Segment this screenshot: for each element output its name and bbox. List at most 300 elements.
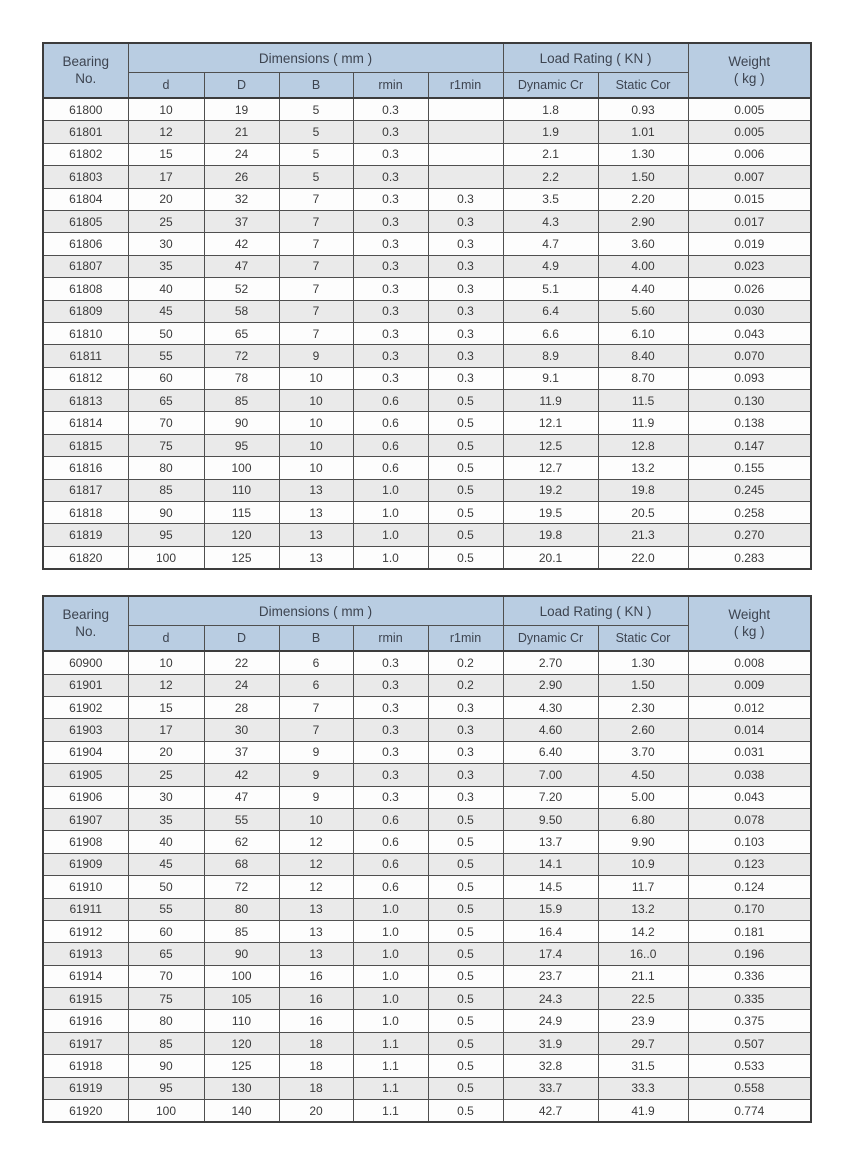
table-row	[43, 233, 811, 255]
table-cell: 0.5	[428, 434, 503, 456]
bearing-no-cell: 61905	[43, 764, 128, 786]
table-cell: 1.0	[353, 920, 428, 942]
table-cell: 13	[279, 502, 353, 524]
table-cell: 21.3	[598, 524, 688, 546]
table-cell: 0.008	[688, 651, 811, 674]
table-cell: 1.50	[598, 674, 688, 696]
table-cell: 5	[279, 98, 353, 121]
table-row	[43, 300, 811, 322]
table-cell: 1.0	[353, 546, 428, 569]
table-cell: 0.007	[688, 166, 811, 188]
table-cell: 0.138	[688, 412, 811, 434]
table-cell: 29.7	[598, 1032, 688, 1054]
table-cell: 0.6	[353, 412, 428, 434]
table-cell: 2.30	[598, 696, 688, 718]
table-header	[43, 43, 811, 98]
table-cell: 1.30	[598, 651, 688, 674]
table-cell: 4.7	[503, 233, 598, 255]
table-cell: 0.012	[688, 696, 811, 718]
table-row	[43, 719, 811, 741]
table-cell: 0.507	[688, 1032, 811, 1054]
table-cell: 10	[279, 390, 353, 412]
header-weight	[688, 596, 811, 651]
bearing-no-cell: 61919	[43, 1077, 128, 1099]
table-cell: 0.336	[688, 965, 811, 987]
table-row	[43, 546, 811, 569]
table-cell: 0.375	[688, 1010, 811, 1032]
table-cell: 22.0	[598, 546, 688, 569]
table-cell: 1.0	[353, 898, 428, 920]
table-cell: 0.155	[688, 457, 811, 479]
table-cell: 20.5	[598, 502, 688, 524]
table-cell: 0.3	[353, 166, 428, 188]
table-cell: 12.1	[503, 412, 598, 434]
bearing-no-cell: 61819	[43, 524, 128, 546]
table-row	[43, 943, 811, 965]
table-cell: 85	[128, 1032, 204, 1054]
table-cell: 0.3	[353, 786, 428, 808]
table-cell: 0.017	[688, 210, 811, 232]
table-cell	[428, 98, 503, 121]
table-cell: 0.005	[688, 121, 811, 143]
header-col-dynamic-cr: Dynamic Cr	[503, 626, 598, 652]
table-cell: 4.00	[598, 255, 688, 277]
bearing-no-cell: 61917	[43, 1032, 128, 1054]
table-cell: 10	[279, 434, 353, 456]
table-cell: 13	[279, 524, 353, 546]
table-cell: 115	[204, 502, 279, 524]
table-cell: 100	[204, 457, 279, 479]
table-cell: 0.3	[428, 322, 503, 344]
table-cell: 0.078	[688, 808, 811, 830]
table-cell: 1.01	[598, 121, 688, 143]
table-cell: 45	[128, 853, 204, 875]
table-row	[43, 390, 811, 412]
table-cell: 55	[128, 898, 204, 920]
table-cell: 18	[279, 1055, 353, 1077]
bearing-no-cell: 61806	[43, 233, 128, 255]
table-cell: 0.6	[353, 808, 428, 830]
header-load-rating: Load Rating ( KN )	[503, 596, 688, 626]
table-cell: 0.026	[688, 278, 811, 300]
table-cell: 31.9	[503, 1032, 598, 1054]
table-cell: 80	[204, 898, 279, 920]
table-cell: 50	[128, 322, 204, 344]
table-cell: 95	[128, 1077, 204, 1099]
table-cell: 7	[279, 719, 353, 741]
table-cell: 0.6	[353, 457, 428, 479]
table-row	[43, 322, 811, 344]
table-cell: 0.3	[353, 764, 428, 786]
table-cell: 0.015	[688, 188, 811, 210]
table-cell: 0.3	[353, 741, 428, 763]
table-cell: 9.50	[503, 808, 598, 830]
table-cell: 3.5	[503, 188, 598, 210]
table-cell: 0.6	[353, 876, 428, 898]
bearing-no-cell: 61815	[43, 434, 128, 456]
table-cell: 140	[204, 1100, 279, 1123]
table-cell: 13	[279, 920, 353, 942]
table-cell: 1.0	[353, 965, 428, 987]
table-cell: 20	[279, 1100, 353, 1123]
table-cell: 16..0	[598, 943, 688, 965]
table-cell: 0.5	[428, 479, 503, 501]
table-cell: 47	[204, 255, 279, 277]
table-cell: 12	[279, 853, 353, 875]
header-dimensions: Dimensions ( mm )	[128, 596, 503, 626]
table-cell: 0.043	[688, 322, 811, 344]
table-row	[43, 255, 811, 277]
table-cell: 12.7	[503, 457, 598, 479]
table-cell: 1.1	[353, 1077, 428, 1099]
table-cell: 12	[279, 876, 353, 898]
table-row	[43, 1032, 811, 1054]
table-cell	[428, 121, 503, 143]
bearing-no-cell: 61807	[43, 255, 128, 277]
bearing-no-cell: 61907	[43, 808, 128, 830]
table-cell: 2.2	[503, 166, 598, 188]
table-cell: 23.9	[598, 1010, 688, 1032]
bearing-no-cell: 61816	[43, 457, 128, 479]
table-cell: 0.123	[688, 853, 811, 875]
table-cell: 19.5	[503, 502, 598, 524]
header-col-r1min: r1min	[428, 626, 503, 652]
table-row	[43, 674, 811, 696]
table-cell: 2.90	[503, 674, 598, 696]
bearing-no-cell: 61910	[43, 876, 128, 898]
table-cell: 0.5	[428, 831, 503, 853]
table-cell: 0.5	[428, 412, 503, 434]
table-cell: 3.60	[598, 233, 688, 255]
table-cell: 0.3	[353, 255, 428, 277]
table-cell: 2.20	[598, 188, 688, 210]
table-cell: 0.6	[353, 853, 428, 875]
table-cell: 0.93	[598, 98, 688, 121]
table-cell: 125	[204, 1055, 279, 1077]
table-cell: 0.031	[688, 741, 811, 763]
table-cell: 0.3	[428, 233, 503, 255]
table-row	[43, 1077, 811, 1099]
table-cell: 11.5	[598, 390, 688, 412]
table-cell: 110	[204, 479, 279, 501]
table-cell: 20	[128, 741, 204, 763]
table-cell: 0.5	[428, 1100, 503, 1123]
table-cell: 13.7	[503, 831, 598, 853]
table-cell: 0.245	[688, 479, 811, 501]
table-cell: 42	[204, 233, 279, 255]
table-cell: 0.014	[688, 719, 811, 741]
table-cell: 0.070	[688, 345, 811, 367]
table-cell: 0.5	[428, 546, 503, 569]
table-cell: 0.3	[353, 210, 428, 232]
table-cell: 33.3	[598, 1077, 688, 1099]
table-cell: 4.30	[503, 696, 598, 718]
table-cell: 8.9	[503, 345, 598, 367]
table-cell: 10	[128, 651, 204, 674]
table-cell: 0.3	[353, 322, 428, 344]
bearing-no-cell: 61908	[43, 831, 128, 853]
bearing-no-cell: 61912	[43, 920, 128, 942]
table-cell: 31.5	[598, 1055, 688, 1077]
table-cell: 4.40	[598, 278, 688, 300]
table-cell: 0.130	[688, 390, 811, 412]
table-cell: 6.80	[598, 808, 688, 830]
bearing-no-cell: 61820	[43, 546, 128, 569]
bearing-no-cell: 61920	[43, 1100, 128, 1123]
table-cell: 0.5	[428, 457, 503, 479]
header-text-line: Weight	[728, 606, 771, 622]
table-cell: 0.3	[353, 696, 428, 718]
table-cell: 62	[204, 831, 279, 853]
table-cell: 100	[128, 546, 204, 569]
bearing-no-cell: 61814	[43, 412, 128, 434]
table-cell: 0.3	[353, 143, 428, 165]
table-cell: 12	[128, 121, 204, 143]
table-cell: 1.0	[353, 479, 428, 501]
table-cell: 0.3	[353, 651, 428, 674]
table-cell: 24.3	[503, 988, 598, 1010]
table-cell: 1.9	[503, 121, 598, 143]
table-cell: 1.0	[353, 502, 428, 524]
table-cell: 8.70	[598, 367, 688, 389]
table-cell: 7	[279, 696, 353, 718]
header-col-static-cor: Static Cor	[598, 626, 688, 652]
bearing-no-cell: 61902	[43, 696, 128, 718]
table-cell: 90	[128, 1055, 204, 1077]
table-row	[43, 457, 811, 479]
table-cell: 30	[204, 719, 279, 741]
table-cell: 37	[204, 210, 279, 232]
table-cell: 72	[204, 345, 279, 367]
table-row	[43, 1100, 811, 1123]
table-cell: 15	[128, 143, 204, 165]
table-cell: 0.038	[688, 764, 811, 786]
table-row	[43, 898, 811, 920]
header-text-line: ( kg )	[733, 623, 765, 639]
table-row	[43, 876, 811, 898]
table-cell: 19.2	[503, 479, 598, 501]
table-cell: 80	[128, 1010, 204, 1032]
table-cell: 55	[204, 808, 279, 830]
table-row	[43, 696, 811, 718]
table-cell: 19.8	[598, 479, 688, 501]
table-cell: 15.9	[503, 898, 598, 920]
table-cell: 0.3	[353, 345, 428, 367]
table-row	[43, 502, 811, 524]
table-cell: 0.030	[688, 300, 811, 322]
table-cell: 0.3	[353, 719, 428, 741]
table-cell: 7.20	[503, 786, 598, 808]
table-cell: 55	[128, 345, 204, 367]
table-cell: 35	[128, 255, 204, 277]
table-cell: 11.9	[598, 412, 688, 434]
table-cell: 5	[279, 166, 353, 188]
table-cell: 28	[204, 696, 279, 718]
table-cell: 26	[204, 166, 279, 188]
table-cell: 1.1	[353, 1055, 428, 1077]
table-cell: 0.019	[688, 233, 811, 255]
table-cell: 11.9	[503, 390, 598, 412]
table-cell: 1.0	[353, 943, 428, 965]
table-cell: 95	[204, 434, 279, 456]
table-cell: 85	[204, 920, 279, 942]
table-header	[43, 596, 811, 651]
table-cell: 15	[128, 696, 204, 718]
table-cell: 90	[128, 502, 204, 524]
table-cell: 6	[279, 674, 353, 696]
table-cell: 0.005	[688, 98, 811, 121]
table-row	[43, 166, 811, 188]
table-cell: 4.9	[503, 255, 598, 277]
table-cell: 0.196	[688, 943, 811, 965]
table-cell: 90	[204, 412, 279, 434]
table-cell: 0.5	[428, 1077, 503, 1099]
table-cell: 33.7	[503, 1077, 598, 1099]
table-cell: 12.5	[503, 434, 598, 456]
bearing-no-cell: 61812	[43, 367, 128, 389]
table-cell: 0.147	[688, 434, 811, 456]
table-cell: 0.3	[353, 233, 428, 255]
table-cell: 60	[128, 920, 204, 942]
table-cell: 9	[279, 741, 353, 763]
table-cell: 7	[279, 233, 353, 255]
table-cell: 21.1	[598, 965, 688, 987]
header-col-rmin: rmin	[353, 73, 428, 99]
bearing-no-cell: 61915	[43, 988, 128, 1010]
table-cell: 1.50	[598, 166, 688, 188]
table-cell: 6	[279, 651, 353, 674]
table-cell: 0.3	[428, 255, 503, 277]
table-cell: 100	[128, 1100, 204, 1123]
header-col-d: d	[128, 73, 204, 99]
table-row	[43, 831, 811, 853]
table-cell: 0.3	[353, 188, 428, 210]
table-cell: 0.093	[688, 367, 811, 389]
table-cell: 0.3	[353, 121, 428, 143]
table-cell: 5.1	[503, 278, 598, 300]
bearing-no-cell: 61813	[43, 390, 128, 412]
table-cell: 14.5	[503, 876, 598, 898]
table-row	[43, 786, 811, 808]
table-cell: 7	[279, 300, 353, 322]
table-cell: 30	[128, 786, 204, 808]
table-body	[43, 651, 811, 1122]
table-cell: 0.5	[428, 390, 503, 412]
table-cell: 12.8	[598, 434, 688, 456]
bearing-no-cell: 61800	[43, 98, 128, 121]
header-bearing-no	[43, 596, 128, 651]
table-cell: 9	[279, 345, 353, 367]
table-cell: 3.70	[598, 741, 688, 763]
table-cell: 5.60	[598, 300, 688, 322]
table-body	[43, 98, 811, 569]
bearing-no-cell: 61818	[43, 502, 128, 524]
table-row	[43, 741, 811, 763]
table-cell: 2.90	[598, 210, 688, 232]
table-row	[43, 764, 811, 786]
bearing-no-cell: 61909	[43, 853, 128, 875]
table-cell: 0.3	[428, 764, 503, 786]
table-cell: 0.270	[688, 524, 811, 546]
table-cell: 18	[279, 1077, 353, 1099]
bearing-no-cell: 61918	[43, 1055, 128, 1077]
table-row	[43, 278, 811, 300]
table-cell: 65	[128, 390, 204, 412]
table-cell: 1.1	[353, 1100, 428, 1123]
bearing-spec-table-2	[42, 595, 812, 1123]
bearing-no-cell: 61809	[43, 300, 128, 322]
table-cell: 0.5	[428, 965, 503, 987]
table-cell: 1.1	[353, 1032, 428, 1054]
table-cell: 9	[279, 786, 353, 808]
table-cell: 21	[204, 121, 279, 143]
table-cell: 9.1	[503, 367, 598, 389]
table-cell: 78	[204, 367, 279, 389]
table-cell: 22.5	[598, 988, 688, 1010]
table-cell: 0.3	[353, 300, 428, 322]
table-cell: 10	[279, 808, 353, 830]
table-cell: 7	[279, 278, 353, 300]
bearing-no-cell: 61913	[43, 943, 128, 965]
bearing-no-cell: 61911	[43, 898, 128, 920]
table-cell: 0.558	[688, 1077, 811, 1099]
table-cell: 0.5	[428, 898, 503, 920]
header-bearing-no	[43, 43, 128, 98]
header-col-r1min: r1min	[428, 73, 503, 99]
bearing-no-cell: 61903	[43, 719, 128, 741]
table-row	[43, 367, 811, 389]
table-cell: 5.00	[598, 786, 688, 808]
table-cell: 0.170	[688, 898, 811, 920]
table-cell: 6.40	[503, 741, 598, 763]
table-cell: 0.3	[428, 188, 503, 210]
table-cell: 19.8	[503, 524, 598, 546]
table-cell: 24	[204, 674, 279, 696]
table-cell: 0.258	[688, 502, 811, 524]
table-cell: 10	[279, 412, 353, 434]
table-cell: 7.00	[503, 764, 598, 786]
table-cell: 17	[128, 719, 204, 741]
table-cell: 0.3	[428, 210, 503, 232]
table-cell: 4.50	[598, 764, 688, 786]
table-cell: 10	[128, 98, 204, 121]
table-cell: 72	[204, 876, 279, 898]
table-row	[43, 412, 811, 434]
table-cell: 0.283	[688, 546, 811, 569]
table-cell: 85	[128, 479, 204, 501]
table-cell: 0.774	[688, 1100, 811, 1123]
table-cell: 6.6	[503, 322, 598, 344]
table-cell: 0.3	[353, 98, 428, 121]
bearing-no-cell: 61808	[43, 278, 128, 300]
table-cell: 13	[279, 943, 353, 965]
table-cell: 0.3	[428, 696, 503, 718]
table-cell: 23.7	[503, 965, 598, 987]
table-row	[43, 808, 811, 830]
table-cell: 95	[128, 524, 204, 546]
table-cell: 0.124	[688, 876, 811, 898]
table-cell: 16	[279, 1010, 353, 1032]
table-cell: 0.5	[428, 808, 503, 830]
table-cell: 0.5	[428, 920, 503, 942]
table-cell: 16	[279, 965, 353, 987]
table-cell: 40	[128, 831, 204, 853]
table-cell: 2.60	[598, 719, 688, 741]
table-cell: 0.6	[353, 831, 428, 853]
header-col-B: B	[279, 626, 353, 652]
table-cell: 130	[204, 1077, 279, 1099]
table-cell: 18	[279, 1032, 353, 1054]
